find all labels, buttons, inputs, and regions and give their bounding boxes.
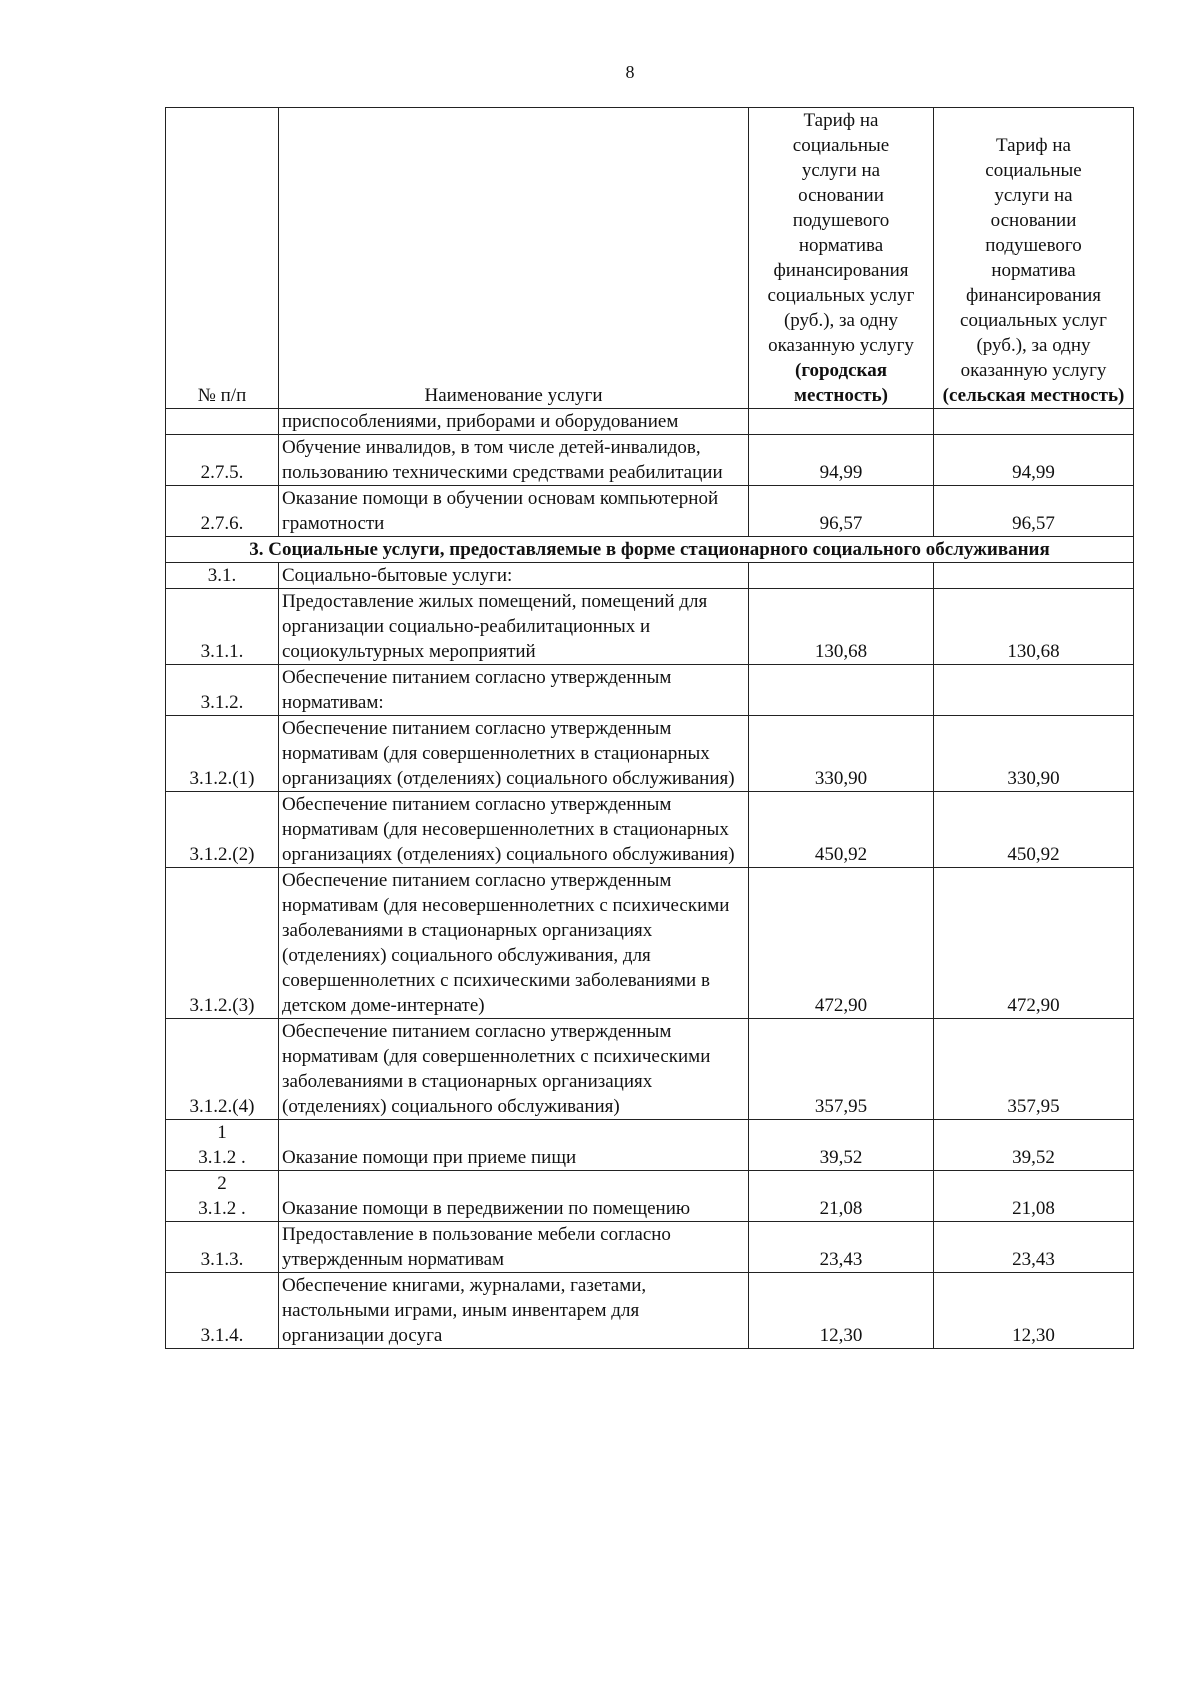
row-number: 3.1.1. — [166, 589, 279, 665]
table-row — [166, 1019, 1134, 1120]
row-tariff-city: 21,08 — [749, 1171, 934, 1222]
row-number: 3.1.4. — [166, 1273, 279, 1349]
row-tariff-rural — [934, 665, 1134, 716]
header-number: № п/п — [166, 108, 279, 409]
table-row — [166, 563, 1134, 589]
row-number: 3.1.2.(1) — [166, 716, 279, 792]
row-tariff-city: 94,99 — [749, 435, 934, 486]
row-service-name: Обучение инвалидов, в том числе детей-инвалидов, пользованию техническими средствами реабилитации — [279, 435, 749, 486]
header-city-area: (городская местность) — [794, 360, 888, 406]
table-row — [166, 1273, 1134, 1349]
table-row — [166, 792, 1134, 868]
table-row — [166, 716, 1134, 792]
row-tariff-city: 357,95 — [749, 1019, 934, 1120]
row-tariff-rural: 130,68 — [934, 589, 1134, 665]
table-row — [166, 486, 1134, 537]
row-service-name: Обеспечение питанием согласно утвержденным нормативам (для несовершеннолетних в стационарных организациях (отделениях) социального обслуживания) — [279, 792, 749, 868]
tariff-table — [165, 107, 1134, 1349]
table-header-row — [166, 108, 1134, 409]
table-row — [166, 1171, 1134, 1222]
row-tariff-city: 450,92 — [749, 792, 934, 868]
row-service-name: Оказание помощи в передвижении по помещению — [279, 1171, 749, 1222]
table-row — [166, 1222, 1134, 1273]
row-number: 3.1.2.(3) — [166, 868, 279, 1019]
header-service-name: Наименование услуги — [279, 108, 749, 409]
table-row — [166, 589, 1134, 665]
row-tariff-city: 12,30 — [749, 1273, 934, 1349]
row-tariff-city: 472,90 — [749, 868, 934, 1019]
row-service-name: Предоставление жилых помещений, помещений для организации социально-реабилитационных и социокультурных мероприятий — [279, 589, 749, 665]
header-rural-area: (сельская местность) — [942, 385, 1125, 406]
row-tariff-city — [749, 563, 934, 589]
row-service-name: Обеспечение питанием согласно утвержденным нормативам (для совершеннолетних с психическими заболеваниями в стационарных организациях (отделениях) социального обслуживания) — [279, 1019, 749, 1120]
table-row — [166, 409, 1134, 435]
row-tariff-rural — [934, 563, 1134, 589]
table-row — [166, 1120, 1134, 1171]
row-tariff-rural: 357,95 — [934, 1019, 1134, 1120]
table-row — [166, 868, 1134, 1019]
row-tariff-city — [749, 409, 934, 435]
row-number: 2 3.1.2 . — [166, 1171, 279, 1222]
row-tariff-rural: 39,52 — [934, 1120, 1134, 1171]
row-tariff-rural: 330,90 — [934, 716, 1134, 792]
row-tariff-rural — [934, 409, 1134, 435]
row-service-name: приспособлениями, приборами и оборудованием — [279, 409, 749, 435]
header-tariff-rural: Тариф на социальные услуги на основании подушевого норматива финансирования социальных услуг (руб.), за одну оказанную услугу (сельская местность) — [934, 108, 1134, 409]
row-service-name: Обеспечение питанием согласно утвержденным нормативам (для совершеннолетних в стационарных организациях (отделениях) социального обслуживания) — [279, 716, 749, 792]
row-tariff-rural: 472,90 — [934, 868, 1134, 1019]
row-number: 1 3.1.2 . — [166, 1120, 279, 1171]
row-tariff-rural: 12,30 — [934, 1273, 1134, 1349]
row-service-name: Оказание помощи при приеме пищи — [279, 1120, 749, 1171]
row-tariff-city: 39,52 — [749, 1120, 934, 1171]
row-tariff-rural: 94,99 — [934, 435, 1134, 486]
row-tariff-rural: 450,92 — [934, 792, 1134, 868]
row-service-name: Обеспечение питанием согласно утвержденным нормативам (для несовершеннолетних с психическими заболеваниями в стационарных организациях (отделениях) социального обслуживания, для совершеннолетних с психическими заболеваниями в детском доме-интернате) — [279, 868, 749, 1019]
table-row — [166, 435, 1134, 486]
row-service-name: Обеспечение питанием согласно утвержденным нормативам: — [279, 665, 749, 716]
row-number — [166, 409, 279, 435]
row-tariff-city: 130,68 — [749, 589, 934, 665]
row-number: 3.1. — [166, 563, 279, 589]
row-tariff-city: 23,43 — [749, 1222, 934, 1273]
row-tariff-rural: 23,43 — [934, 1222, 1134, 1273]
row-tariff-city: 96,57 — [749, 486, 934, 537]
header-tariff-city: Тариф на социальные услуги на основании подушевого норматива финансирования социальных услуг (руб.), за одну оказанную услугу (городская местность) — [749, 108, 934, 409]
row-tariff-rural: 96,57 — [934, 486, 1134, 537]
row-number: 3.1.2.(4) — [166, 1019, 279, 1120]
section-header-row — [166, 537, 1134, 563]
row-service-name: Предоставление в пользование мебели согласно утвержденным нормативам — [279, 1222, 749, 1273]
page-number: 8 — [625, 62, 635, 82]
row-service-name: Оказание помощи в обучении основам компьютерной грамотности — [279, 486, 749, 537]
row-tariff-city: 330,90 — [749, 716, 934, 792]
row-number: 3.1.2.(2) — [166, 792, 279, 868]
section-title: 3. Социальные услуги, предоставляемые в форме стационарного социального обслуживания — [166, 537, 1134, 563]
table-row — [166, 665, 1134, 716]
row-number: 3.1.2. — [166, 665, 279, 716]
row-number: 2.7.5. — [166, 435, 279, 486]
row-number: 3.1.3. — [166, 1222, 279, 1273]
row-number: 2.7.6. — [166, 486, 279, 537]
row-service-name: Обеспечение книгами, журналами, газетами, настольными играми, иным инвентарем для организации досуга — [279, 1273, 749, 1349]
row-tariff-rural: 21,08 — [934, 1171, 1134, 1222]
row-tariff-city — [749, 665, 934, 716]
row-service-name: Социально-бытовые услуги: — [279, 563, 749, 589]
